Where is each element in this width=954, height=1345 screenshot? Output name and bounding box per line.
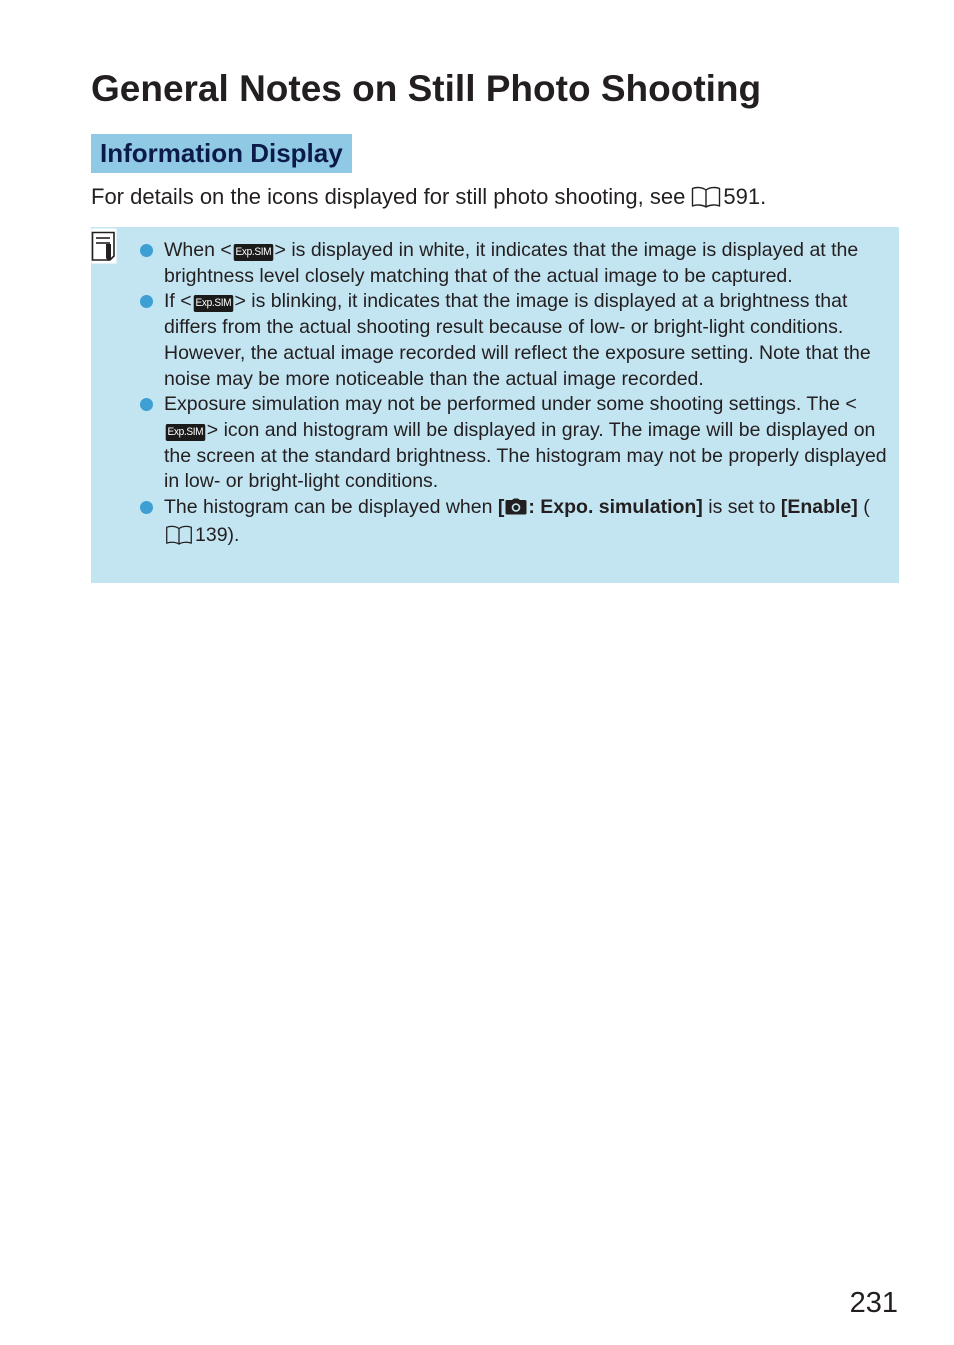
menu-label: : Expo. simulation]	[528, 496, 703, 519]
camera-icon	[505, 497, 527, 523]
note-text: > is displayed in white, it indicates that the image is displayed at the brightness level closely matching that of the actual image to be captured.	[164, 239, 859, 287]
note-item	[164, 392, 889, 495]
exp-sim-icon: Exp.SIM	[233, 244, 272, 261]
note-text: Exposure simulation may not be performed under some shooting settings. The <	[164, 393, 857, 416]
page-title: General Notes on Still Photo Shooting	[91, 68, 762, 109]
setting-label: [Enable]	[780, 496, 858, 519]
note-text: The histogram can be displayed when	[164, 496, 498, 519]
intro-end: .	[760, 184, 767, 209]
book-icon	[691, 186, 721, 215]
page-number: 231	[849, 1287, 898, 1319]
bullet-icon	[140, 398, 153, 411]
bullet-icon	[140, 295, 153, 308]
book-icon	[165, 525, 193, 553]
note-text: ).	[227, 523, 240, 546]
note-text: (	[857, 496, 870, 519]
note-item	[164, 238, 889, 289]
note-text: If <	[164, 290, 192, 313]
exp-sim-icon: Exp.SIM	[193, 295, 232, 312]
intro-paragraph	[91, 183, 766, 215]
bullet-icon	[140, 244, 153, 257]
menu-bracket: [	[497, 496, 505, 519]
intro-page-ref[interactable]: 591	[723, 184, 761, 209]
note-page-ref[interactable]: 139	[195, 523, 228, 546]
note-text: is set to	[702, 496, 781, 519]
exp-sim-icon: Exp.SIM	[166, 424, 205, 441]
note-text: > is blinking, it indicates that the image is displayed at a brightness that differs from the actual shooting result because of low- or bright-light conditions. However, the actual image recorded will reflect the exposure setting. Note that the noise may be more noticeable than the actual image recorded.	[164, 290, 871, 390]
intro-text: For details on the icons displayed for still photo shooting, see	[91, 184, 686, 209]
note-text: When <	[164, 239, 232, 261]
note-list	[164, 238, 889, 552]
note-item	[164, 289, 889, 392]
note-box	[91, 227, 899, 583]
bullet-icon	[140, 501, 153, 514]
section-heading: Information Display	[91, 134, 352, 173]
note-item	[164, 495, 889, 552]
memo-icon	[91, 228, 117, 269]
note-text: > icon and histogram will be displayed in gray. The image will be displayed on the screen at the standard brightness. The histogram may not be properly displayed in low- or bright-light conditions.	[164, 418, 887, 493]
